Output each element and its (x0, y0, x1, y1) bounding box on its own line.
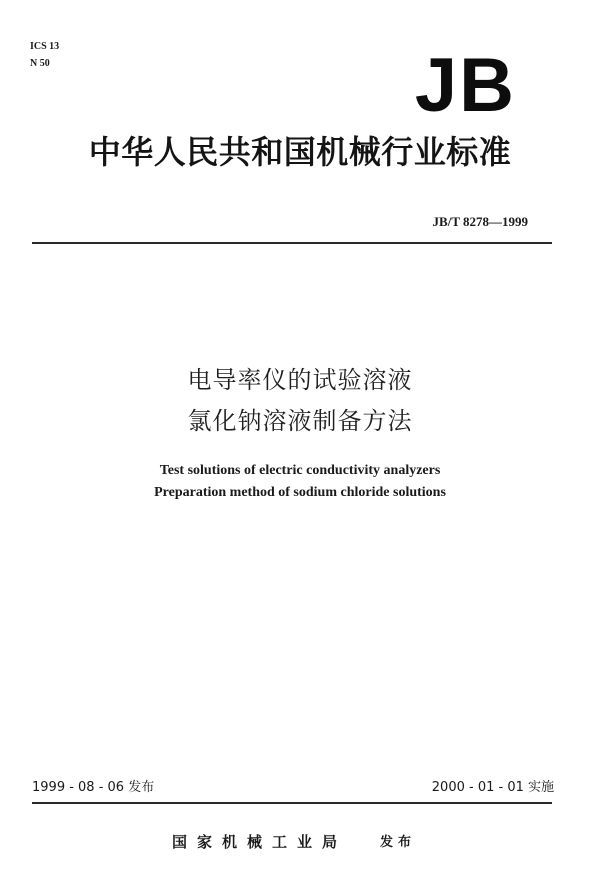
jb-logo: JB (414, 43, 516, 128)
issue-date: 1999 - 08 - 06 发布 (32, 780, 155, 795)
ics-code: ICS 13 (30, 41, 60, 52)
title-en-line2: Preparation method of sodium chloride solutions (154, 485, 446, 500)
standard-code: JB/T 8278—1999 (432, 214, 528, 229)
bottom-divider (32, 802, 552, 804)
issuer-action: 发布 (380, 835, 417, 850)
title-cn-line1: 电导率仪的试验溶液 (187, 366, 413, 394)
implementation-date: 2000 - 01 - 01 实施 (431, 780, 554, 795)
title-en-line1: Test solutions of electric conductivity analyzers (159, 463, 441, 478)
standard-title: 中华人民共和国机械行业标准 (88, 133, 512, 171)
top-divider (32, 242, 552, 244)
ccs-code: N 50 (30, 58, 50, 69)
title-cn-line2: 氯化钠溶液制备方法 (187, 407, 413, 435)
issuer-name: 国家机械工业局 (172, 833, 348, 851)
